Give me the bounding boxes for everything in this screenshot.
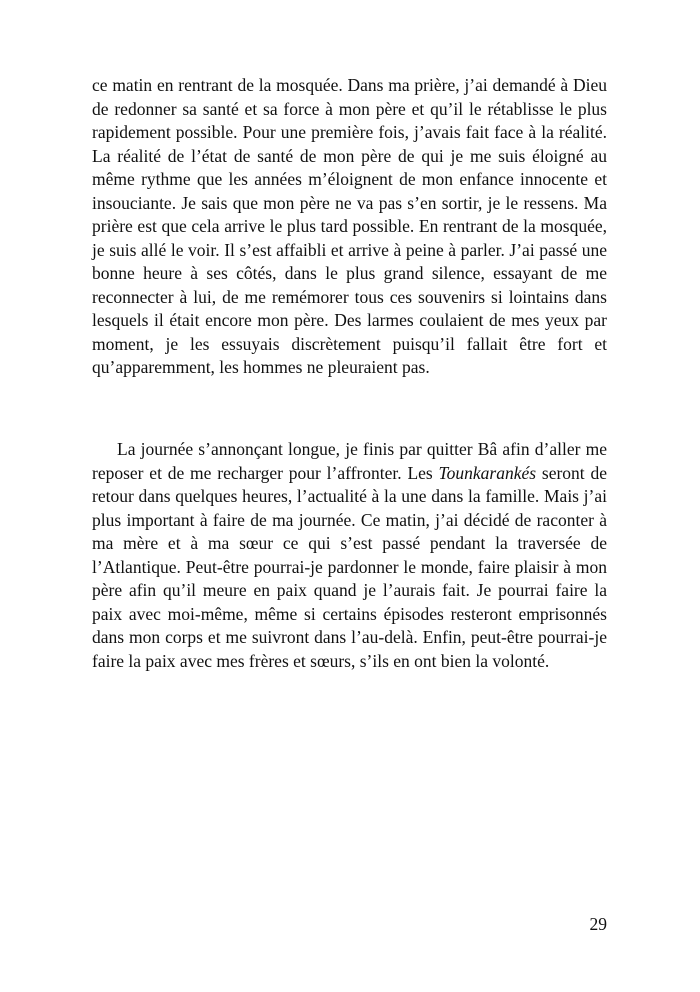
- page-number: 29: [589, 914, 607, 934]
- paragraph-2-italic-term: Tounkarankés: [438, 462, 537, 483]
- paragraph-1-text: ce matin en rentrant de la mosquée. Dans ma prière, j’ai demandé à Dieu de redonner sa santé et sa force à mon père et qu’il le rétablisse le plus rapidement possible. Pour une première fois, j’avais fait face à la réalité. La réalité de l’état de santé de mon père de qui je me suis éloigné au même rythme que les années m’éloignent de mon enfance innocente et insouciante. Je sais que mon père ne va pas s’en sortir, je le ressens. Ma prière est que cela arrive le plus tard possible. En rentrant de la mosquée, je suis allé le voir. Il s’est affaibli et arrive à peine à parler. J’ai passé une bonne heure à ses côtés, dans le plus grand silence, essayant de me reconnecter à lui, de me remémorer tous ces souvenirs si lointains dans lesquels il était encore mon père. Des larmes coulaient de mes yeux par moment, je les essuyais discrètement puisqu’il fallait être fort et qu’apparemment, les hommes ne pleuraient pas.: [92, 75, 607, 377]
- paragraph-2-part-2: seront de retour dans quelques heures, l’actualité à la une dans la famille. Mais j’ai plus important à faire de ma journée. Ce matin, j’ai décidé de raconter à ma mère et à ma sœur ce qui s’est passé pendant la traversée de l’Atlantique. Peut-être pourrai-je pardonner le monde, faire plaisir à mon père afin qu’il meure en paix quand je l’aurais fait. Je pourrai faire la paix avec moi-même, même si certains épisodes resteront emprisonnés dans mon corps et me suivront dans l’au-delà. Enfin, peut-être pourrai-je faire la paix avec mes frères et sœurs, s’ils en ont bien la volonté.: [92, 462, 607, 671]
- paragraph-2-text: [92, 438, 607, 673]
- paragraph-1: [92, 74, 607, 380]
- paragraph-2: [92, 438, 607, 673]
- paragraph-2-part-1: La journée s’annonçant longue, je finis par quitter Bâ afin d’aller me reposer et de me recharger pour l’affronter. Les: [92, 439, 607, 483]
